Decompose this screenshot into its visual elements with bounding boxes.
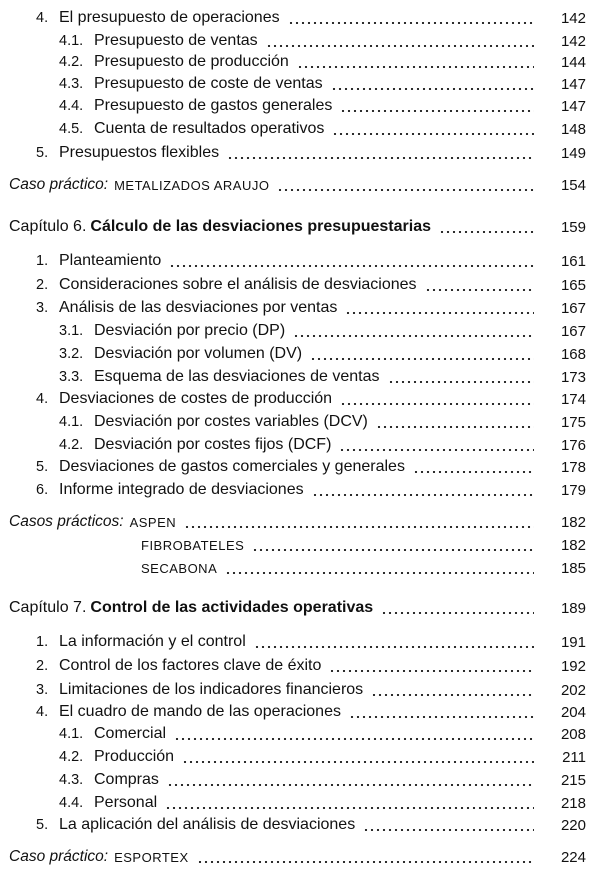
toc-entry[interactable]	[0, 387, 600, 411]
entry-title: Compras	[94, 771, 159, 788]
entry-number: 3.	[36, 300, 49, 316]
entry-number: 4.1.	[59, 33, 84, 49]
dot-leader	[312, 494, 534, 496]
entry-page: 147	[560, 97, 586, 115]
entry-title: Control de los factores clave de éxito	[59, 657, 322, 674]
entry-page: 173	[560, 368, 586, 386]
entry-number: 4.5.	[59, 121, 84, 137]
entry-title: Presupuesto de producción	[94, 53, 289, 70]
dot-leader	[329, 670, 534, 672]
entry-number: 5.	[36, 817, 49, 833]
entry-page: 179	[560, 481, 586, 499]
dot-leader	[413, 471, 534, 473]
dot-leader	[439, 231, 534, 233]
chapter-heading[interactable]	[0, 596, 600, 620]
entry-title: Presupuesto de gastos generales	[94, 97, 333, 114]
entry-number: 4.1.	[59, 726, 84, 742]
dot-leader	[345, 312, 534, 314]
entry-page: 192	[560, 657, 586, 675]
entry-title: Desviaciones de costes de producción	[59, 390, 333, 407]
case-name: ESPORTEX	[114, 849, 189, 865]
entry-page: 204	[560, 703, 586, 721]
entry-page: 208	[560, 725, 586, 743]
toc-entry[interactable]	[0, 249, 600, 273]
entry-title: El presupuesto de operaciones	[59, 9, 280, 26]
entry-page: 218	[560, 794, 586, 812]
dot-leader	[252, 549, 534, 551]
toc-entry[interactable]	[0, 365, 600, 389]
entry-number: 4.	[36, 10, 49, 26]
dot-leader	[340, 110, 534, 112]
dot-leader	[340, 403, 534, 405]
toc-entry[interactable]	[0, 117, 600, 141]
entry-number: 4.2.	[59, 437, 84, 453]
dot-leader	[363, 829, 534, 831]
dot-leader	[266, 45, 534, 47]
entry-number: 4.1.	[59, 414, 84, 430]
dot-leader	[184, 526, 534, 528]
dot-leader	[293, 335, 534, 337]
entry-page: 211	[562, 748, 586, 766]
toc-entry[interactable]	[0, 6, 600, 30]
toc-entry[interactable]	[0, 273, 600, 297]
entry-number: 2.	[36, 658, 49, 674]
entry-title: Desviación por costes fijos (DCF)	[94, 436, 332, 453]
entry-title: Cuenta de resultados operativos	[94, 120, 325, 137]
entry-title: Esquema de las desviaciones de ventas	[94, 368, 380, 385]
entry-title: Producción	[94, 748, 175, 765]
entry-title: Desviación por precio (DP)	[94, 322, 286, 339]
entry-page: 182	[560, 536, 586, 554]
entry-page: 167	[560, 299, 586, 317]
entry-page: 220	[560, 816, 586, 834]
entry-page: 182	[560, 513, 586, 531]
dot-leader	[288, 22, 534, 24]
entry-number: 6.	[36, 482, 49, 498]
dot-leader	[310, 358, 534, 360]
toc-entry[interactable]	[0, 745, 600, 769]
dot-leader	[425, 289, 534, 291]
toc-entry[interactable]	[0, 410, 600, 434]
entry-title: Análisis de las desviaciones por ventas	[59, 299, 338, 316]
dot-leader	[165, 807, 534, 809]
entry-number: 5.	[36, 459, 49, 475]
entry-title: Planteamiento	[59, 252, 162, 269]
entry-page: 178	[560, 458, 586, 476]
case-label: Caso práctico:	[9, 848, 109, 865]
entry-title: Presupuestos flexibles	[59, 144, 220, 161]
chapter-heading[interactable]	[0, 215, 600, 239]
case-study-entry[interactable]	[0, 510, 600, 534]
entry-title: Desviación por costes variables (DCV)	[94, 413, 368, 430]
entry-title: El cuadro de mando de las operaciones	[59, 703, 341, 720]
toc-entry[interactable]	[0, 768, 600, 792]
entry-title: La aplicación del análisis de desviaciones	[59, 816, 356, 833]
chapter-page: 159	[560, 218, 586, 236]
entry-page: 144	[560, 53, 586, 71]
toc-entry[interactable]	[0, 72, 600, 96]
toc-entry[interactable]	[0, 813, 600, 837]
entry-page: 167	[560, 322, 586, 340]
dot-leader	[339, 449, 534, 451]
toc-entry[interactable]	[0, 94, 600, 118]
dot-leader	[254, 646, 534, 648]
cases-label: Casos prácticos:	[9, 513, 124, 530]
entry-number: 4.2.	[59, 749, 84, 765]
entry-title: Informe integrado de desviaciones	[59, 481, 304, 498]
entry-page: 142	[560, 32, 586, 50]
entry-page: 154	[560, 176, 586, 194]
dot-leader	[225, 572, 534, 574]
toc-entry[interactable]	[0, 722, 600, 746]
case-study-entry[interactable]	[0, 556, 600, 580]
entry-page: 176	[560, 436, 586, 454]
entry-page: 149	[560, 144, 586, 162]
entry-number: 5.	[36, 145, 49, 161]
case-name: ASPEN	[129, 514, 177, 530]
entry-page: 175	[560, 413, 586, 431]
entry-number: 3.2.	[59, 346, 84, 362]
toc-entry[interactable]	[0, 478, 600, 502]
chapter-label: Capítulo 7.	[9, 599, 87, 616]
toc-entry[interactable]	[0, 141, 600, 165]
entry-page: 174	[560, 390, 586, 408]
entry-number: 4.3.	[59, 76, 84, 92]
toc-entry[interactable]	[0, 678, 600, 702]
entry-title: Desviación por volumen (DV)	[94, 345, 303, 362]
toc-entry[interactable]	[0, 50, 600, 74]
case-label: Caso práctico:	[9, 176, 109, 193]
dot-leader	[381, 612, 534, 614]
dot-leader	[349, 716, 534, 718]
entry-number: 2.	[36, 277, 49, 293]
toc-entry[interactable]	[0, 319, 600, 343]
dot-leader	[197, 861, 534, 863]
entry-number: 4.	[36, 704, 49, 720]
dot-leader	[182, 761, 534, 763]
dot-leader	[332, 133, 534, 135]
entry-number: 4.2.	[59, 54, 84, 70]
dot-leader	[376, 426, 534, 428]
entry-number: 3.	[36, 682, 49, 698]
dot-leader	[174, 738, 534, 740]
entry-page: 165	[560, 276, 586, 294]
entry-number: 4.4.	[59, 98, 84, 114]
toc-entry[interactable]	[0, 654, 600, 678]
entry-title: Presupuesto de coste de ventas	[94, 75, 323, 92]
entry-page: 191	[560, 633, 586, 651]
dot-leader	[167, 784, 534, 786]
entry-title: Consideraciones sobre el análisis de desviaciones	[59, 276, 417, 293]
entry-page: 168	[560, 345, 586, 363]
chapter-page: 189	[560, 599, 586, 617]
chapter-title: Cálculo de las desviaciones presupuestarias	[90, 218, 431, 235]
dot-leader	[169, 265, 534, 267]
entry-number: 3.1.	[59, 323, 84, 339]
entry-title: La información y el control	[59, 633, 246, 650]
toc-entry[interactable]	[0, 455, 600, 479]
toc-entry[interactable]	[0, 433, 600, 457]
entry-page: 161	[560, 252, 586, 270]
dot-leader	[227, 157, 534, 159]
entry-number: 1.	[36, 634, 49, 650]
entry-page: 215	[560, 771, 586, 789]
entry-page: 147	[560, 75, 586, 93]
toc-entry[interactable]	[0, 296, 600, 320]
chapter-title: Control de las actividades operativas	[90, 599, 374, 616]
entry-page: 185	[560, 559, 586, 577]
entry-title: Desviaciones de gastos comerciales y generales	[59, 458, 405, 475]
dot-leader	[297, 66, 534, 68]
entry-page: 224	[560, 848, 586, 866]
case-name: METALIZADOS ARAUJO	[114, 177, 270, 193]
entry-number: 3.3.	[59, 369, 84, 385]
dot-leader	[331, 88, 534, 90]
toc-entry[interactable]	[0, 342, 600, 366]
entry-page: 142	[560, 9, 586, 27]
dot-leader	[371, 694, 534, 696]
entry-number: 4.	[36, 391, 49, 407]
entry-page: 202	[560, 681, 586, 699]
case-name: FIBROBATELES	[141, 537, 245, 553]
case-name: SECABONA	[141, 560, 218, 576]
entry-number: 4.4.	[59, 795, 84, 811]
dot-leader	[388, 381, 534, 383]
entry-title: Limitaciones de los indicadores financieros	[59, 681, 364, 698]
case-study-entry[interactable]	[0, 533, 600, 557]
case-study-entry[interactable]	[0, 173, 600, 197]
entry-title: Presupuesto de ventas	[94, 32, 258, 49]
toc-entry[interactable]	[0, 700, 600, 724]
toc-entry[interactable]	[0, 791, 600, 815]
entry-number: 1.	[36, 253, 49, 269]
toc-entry[interactable]	[0, 630, 600, 654]
entry-title: Comercial	[94, 725, 167, 742]
entry-title: Personal	[94, 794, 158, 811]
entry-page: 148	[560, 120, 586, 138]
dot-leader	[277, 189, 534, 191]
case-study-entry[interactable]	[0, 845, 600, 869]
entry-number: 4.3.	[59, 772, 84, 788]
chapter-label: Capítulo 6.	[9, 218, 87, 235]
